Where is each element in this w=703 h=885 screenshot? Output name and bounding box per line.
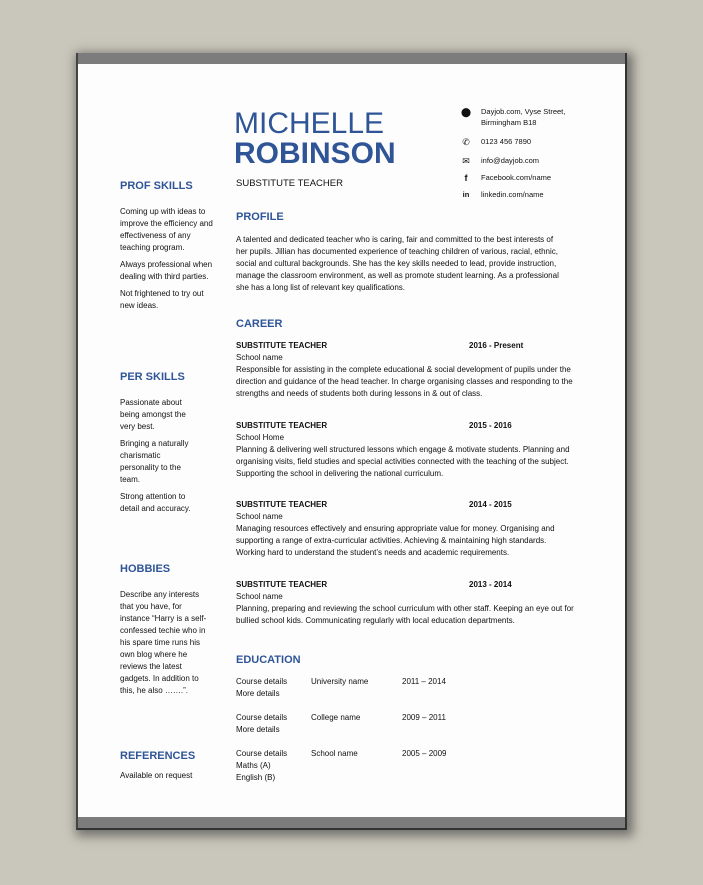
- edu-dates: 2011 – 2014: [402, 677, 446, 686]
- phone-text: 0123 456 7890: [481, 137, 532, 146]
- top-bar: [78, 53, 625, 64]
- education-entry: [236, 676, 536, 700]
- job-dates: 2014 - 2015: [469, 500, 512, 509]
- job-title: SUBSTITUTE TEACHER: [236, 341, 328, 350]
- job-entry: [236, 499, 576, 559]
- prof-skill-item: Not frightened to try out new ideas.: [120, 289, 204, 310]
- contact-linkedin[interactable]: [460, 189, 620, 200]
- edu-extra: More details: [236, 689, 280, 698]
- facebook-text[interactable]: Facebook.com/name: [481, 173, 552, 182]
- references-text: Available on request: [120, 771, 193, 780]
- resume-page: [76, 53, 627, 830]
- job-description: Responsible for assisting in the complete educational & social development of pupils under the direction and guidance of the head teacher. In charge organising classes and responding to the strengths and needs of students both during lessons in & out of class.: [236, 365, 573, 398]
- per-skills: [120, 371, 200, 515]
- job-entry: [236, 340, 576, 400]
- facebook-icon: f: [464, 173, 468, 183]
- address-line: Dayjob.com, Vyse Street,: [481, 107, 566, 116]
- job-title: SUBSTITUTE TEACHER: [236, 580, 328, 589]
- bottom-bar: [78, 817, 625, 828]
- job-place: School Home: [236, 433, 285, 442]
- prof-skills-heading: PROF SKILLS: [120, 180, 193, 192]
- edu-dates: 2009 – 2011: [402, 713, 446, 722]
- email-icon: ✉: [462, 156, 470, 166]
- edu-extra: English (B): [236, 773, 276, 782]
- sidebar: [120, 180, 220, 312]
- contact-phone: [460, 136, 620, 147]
- references: [120, 750, 220, 782]
- job-place: School name: [236, 592, 283, 601]
- location-pin-icon: ⬤: [460, 107, 472, 117]
- edu-extra: More details: [236, 725, 280, 734]
- job-description: Planning, preparing and reviewing the school curriculum with other staff. Keeping an eye out for bullied school kids. Communicating regularly with local education departments.: [236, 604, 574, 625]
- contact-facebook[interactable]: [460, 172, 620, 183]
- hobbies-text: Describe any interests that you have, for instance “Harry is a self-confessed techie who in his spare time runs his own blog where he reviews the latest gadgets. In addition to this, he also …….”.: [120, 590, 207, 695]
- course: Course details: [236, 677, 288, 686]
- job-entry: [236, 420, 576, 480]
- hobbies-heading: HOBBIES: [120, 563, 171, 575]
- education-heading: EDUCATION: [236, 654, 301, 666]
- career-heading: CAREER: [236, 318, 283, 330]
- course: Course details: [236, 749, 288, 758]
- course: Course details: [236, 713, 288, 722]
- job-title: SUBSTITUTE TEACHER: [236, 421, 328, 430]
- prof-skill-item: Always professional when dealing with third parties.: [120, 260, 213, 281]
- linkedin-text[interactable]: linkedin.com/name: [481, 190, 544, 199]
- institution: College name: [311, 713, 361, 722]
- profile-heading: PROFILE: [236, 211, 284, 223]
- job-description: Planning & delivering well structured lessons which engage & motivate students. Planning and organising visits, field studies and special activities connected with the teaching of the subject. Supporting the school in delivering the national curriculum.: [236, 445, 570, 478]
- references-heading: REFERENCES: [120, 750, 196, 762]
- job-dates: 2016 - Present: [469, 341, 524, 350]
- education-entry: [236, 712, 536, 736]
- job-place: School name: [236, 512, 283, 521]
- per-skill-item: Bringing a naturally charismatic personality to the team.: [120, 439, 189, 484]
- last-name: ROBINSON: [234, 137, 396, 170]
- linkedin-icon: in: [462, 190, 470, 199]
- edu-extra: Maths (A): [236, 761, 271, 770]
- email-text[interactable]: info@dayjob.com: [481, 156, 540, 165]
- job-dates: 2013 - 2014: [469, 580, 512, 589]
- contact-address: [460, 106, 620, 128]
- institution: School name: [311, 749, 358, 758]
- per-skill-item: Strong attention to detail and accuracy.: [120, 492, 191, 513]
- per-skills-heading: PER SKILLS: [120, 371, 185, 383]
- contact-email[interactable]: [460, 155, 620, 166]
- hobbies: [120, 563, 210, 697]
- job-entry: [236, 579, 576, 627]
- institution: University name: [311, 677, 369, 686]
- education-entry: [236, 748, 536, 784]
- per-skill-item: Passionate about being amongst the very best.: [120, 398, 186, 431]
- phone-icon: ✆: [462, 137, 470, 147]
- job-place: School name: [236, 353, 283, 362]
- job-title: SUBSTITUTE TEACHER: [236, 178, 343, 189]
- edu-dates: 2005 – 2009: [402, 749, 447, 758]
- job-title: SUBSTITUTE TEACHER: [236, 500, 328, 509]
- profile-text: A talented and dedicated teacher who is caring, fair and committed to the best interests of her pupils. Jillian has documented experience of teaching children of various, racial, ethnic, social and cultural backgrounds. She has the key skills needed to lead, provide instruction, manage the classroom environment, as well as promote student learning. As a professional she has a long list of relevant key qualifications.: [236, 235, 559, 292]
- first-name: MICHELLE: [234, 107, 385, 140]
- job-description: Managing resources effectively and ensuring appropriate value for money. Organising and supporting a range of extra-curricular activities. Achieving & maintaining high standards. Working hard to understand the student’s needs and academic requirements.: [236, 524, 555, 557]
- job-dates: 2015 - 2016: [469, 421, 512, 430]
- address-line: Birmingham B18: [481, 118, 537, 127]
- prof-skill-item: Coming up with ideas to improve the efficiency and effectiveness of any teaching program.: [120, 207, 213, 252]
